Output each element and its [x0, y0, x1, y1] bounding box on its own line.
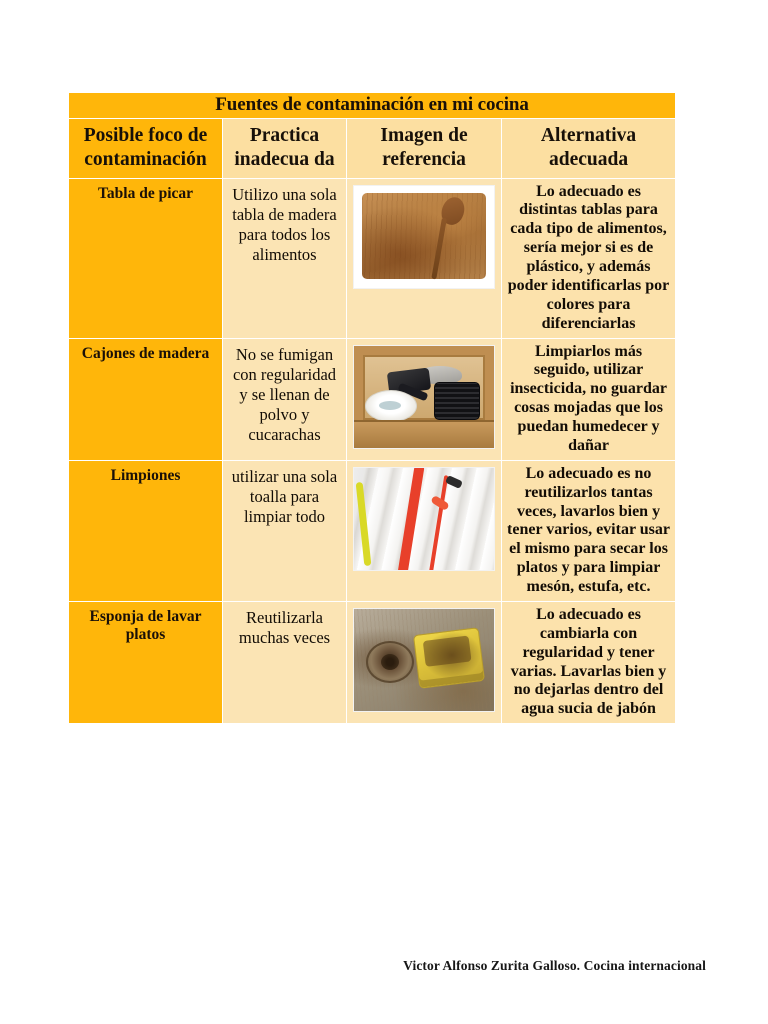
cell-image [347, 601, 502, 723]
cloths-photo [353, 467, 495, 571]
column-header-adequate-alternative: Alternativa adecuada [502, 118, 676, 178]
table-row [69, 601, 676, 723]
table-header-row [69, 118, 676, 178]
cell-practice: No se fumigan con regularidad y se llenan de polvo y cucarachas [223, 338, 347, 460]
table [68, 92, 676, 724]
document-footer: Victor Alfonso Zurita Galloso. Cocina internacional [403, 958, 706, 973]
board-surface [362, 193, 486, 279]
yellow-trim [356, 482, 372, 566]
grill-pan [434, 382, 480, 420]
cell-image [347, 460, 502, 601]
yellow-sponge [413, 627, 485, 689]
table-title-row [69, 93, 676, 119]
cell-practice: utilizar una sola toalla para limpiar todo [223, 460, 347, 601]
cell-image [347, 178, 502, 338]
drawer-front [354, 420, 494, 448]
cell-focus: Cajones de madera [69, 338, 223, 460]
cell-alternative: Lo adecuado es distintas tablas para cada tipo de alimentos, sería mejor si es de plástico, y además poder identificarlas por colores para diferenciarlas [502, 178, 676, 338]
cell-focus: Tabla de picar [69, 178, 223, 338]
cell-alternative: Lo adecuado es no reutilizarlos tantas veces, lavarlos bien y tener varios, evitar usar el mismo para secar los platos y para limpiar mesón, estufa, etc. [502, 460, 676, 601]
column-header-reference-image: Imagen de referencia [347, 118, 502, 178]
table-title: Fuentes de contaminación en mi cocina [215, 94, 529, 115]
column-header-inadequate-practice: Practica inadecua da [223, 118, 347, 178]
red-trim-secondary [430, 495, 450, 511]
cell-practice: Reutilizarla muchas veces [223, 601, 347, 723]
wooden-drawer-photo [353, 345, 495, 449]
sink-sponge-photo [353, 608, 495, 712]
column-header-possible-focus: Posible foco de contaminación [69, 118, 223, 178]
sink-drain [366, 641, 414, 683]
cell-alternative: Limpiarlos más seguido, utilizar insecticida, no guardar cosas mojadas que los puedan humedecer y dañar [502, 338, 676, 460]
cell-focus: Esponja de lavar platos [69, 601, 223, 723]
table-title-cell [69, 93, 676, 119]
dark-mark [445, 475, 463, 489]
cell-image [347, 338, 502, 460]
plate [365, 390, 417, 422]
table-row [69, 338, 676, 460]
table-row [69, 460, 676, 601]
table-row [69, 178, 676, 338]
contamination-sources-table [68, 92, 675, 724]
cell-alternative: Lo adecuado es cambiarla con regularidad y tener varias. Lavarlas bien y no dejarlas dentro del agua sucia de jabón [502, 601, 676, 723]
cutting-board-photo [353, 185, 495, 289]
red-trim [397, 467, 425, 571]
cell-focus: Limpiones [69, 460, 223, 601]
cell-practice: Utilizo una sola tabla de madera para todos los alimentos [223, 178, 347, 338]
